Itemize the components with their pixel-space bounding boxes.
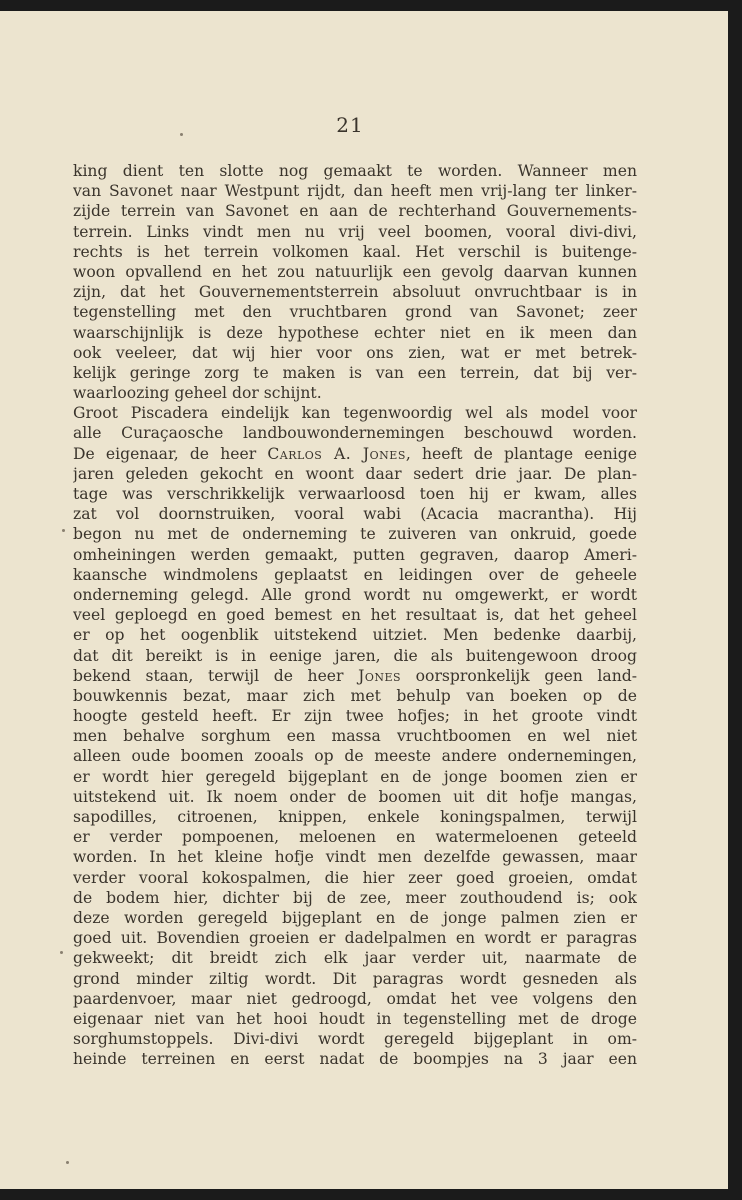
text-line: heinde terreinen en eerst nadat de boompjes na 3 jaar een xyxy=(73,1050,637,1069)
paper-speck xyxy=(60,951,63,954)
text-line: jaren geleden gekocht en woont daar sedert drie jaar. De plan- xyxy=(73,464,637,483)
text-line: kaansche windmolens geplaatst en leidingen over de geheele xyxy=(73,565,637,584)
text-line: onderneming gelegd. Alle grond wordt nu omgewerkt, er wordt xyxy=(73,585,637,604)
text-line: verder vooral kokospalmen, die hier zeer goed groeien, omdat xyxy=(73,868,637,887)
paper-speck xyxy=(66,1161,69,1164)
text-line: grond minder ziltig wordt. Dit paragras wordt gesneden als xyxy=(73,969,637,988)
text-line: ook veeleer, dat wij hier voor ons zien, wat er met betrek- xyxy=(73,343,637,362)
text-line: Groot Piscadera eindelijk kan tegenwoordig wel als model voor xyxy=(73,404,637,423)
person-name: Jones xyxy=(358,666,402,685)
text-line: deze worden geregeld bijgeplant en de jonge palmen zien er xyxy=(73,908,637,927)
text-line: alle Curaçaosche landbouwondernemingen beschouwd worden. xyxy=(73,424,637,443)
text-line: goed uit. Bovendien groeien er dadelpalmen en wordt er paragras xyxy=(73,929,637,948)
text-line: zat vol doornstruiken, vooral wabi (Acacia macrantha). Hij xyxy=(73,505,637,524)
text-line: woon opvallend en het zou natuurlijk een gevolg daarvan kunnen xyxy=(73,262,637,281)
text-line: veel geploegd en goed bemest en het resultaat is, dat het geheel xyxy=(73,606,637,625)
text-line: alleen oude boomen zooals op de meeste andere ondernemingen, xyxy=(73,747,637,766)
text-line: dat dit bereikt is in eenige jaren, die als buitengewoon droog xyxy=(73,646,637,665)
page-number: 21 xyxy=(336,113,364,137)
paper-speck xyxy=(62,529,65,532)
text-line: er wordt hier geregeld bijgeplant en de jonge boomen zien er xyxy=(73,767,637,786)
person-name: Carlos A. Jones xyxy=(267,444,406,463)
text-line: sapodilles, citroenen, knippen, enkele koningspalmen, terwijl xyxy=(73,808,637,826)
text-line: van Savonet naar Westpunt rijdt, dan heeft men vrij-lang ter linker- xyxy=(73,182,637,201)
text-line: er op het oogenblik uitstekend uitziet. Men bedenke daarbij, xyxy=(73,626,637,645)
text-line: terrein. Links vindt men nu vrij veel boomen, vooral divi-divi, xyxy=(73,222,637,241)
text-line: tage was verschrikkelijk verwaarloosd toen hij er kwam, alles xyxy=(73,485,637,503)
text-line: er verder pompoenen, meloenen en watermeloenen geteeld xyxy=(73,828,637,847)
text-line: zijde terrein van Savonet en aan de rechterhand Gouvernements- xyxy=(73,202,637,221)
text-line: waarschijnlijk is deze hypothese echter niet en ik meen dan xyxy=(73,323,637,342)
text-line: zijn, dat het Gouvernementsterrein absoluut onvruchtbaar is in xyxy=(73,283,637,302)
text-line: bekend staan, terwijl de heer Jones oorspronkelijk geen land- xyxy=(73,666,637,685)
text-line: kelijk geringe zorg te maken is van een terrein, dat bij ver- xyxy=(73,363,637,382)
text-line: paardenvoer, maar niet gedroogd, omdat het vee volgens den xyxy=(73,989,637,1008)
body-text xyxy=(73,161,637,1069)
text-line: de bodem hier, dichter bij de zee, meer zouthoudend is; ook xyxy=(73,888,637,907)
text-line: men behalve sorghum een massa vruchtboomen en wel niet xyxy=(73,727,637,746)
text-line: rechts is het terrein volkomen kaal. Het verschil is buitenge- xyxy=(73,242,637,261)
text-line: waarloozing geheel dor schijnt. xyxy=(73,384,322,403)
text-line: gekweekt; dit breidt zich elk jaar verder uit, naarmate de xyxy=(73,949,637,968)
text-line: king dient ten slotte nog gemaakt te worden. Wanneer men xyxy=(73,162,637,180)
text-line: hoogte gesteld heeft. Er zijn twee hofjes; in het groote vindt xyxy=(73,707,637,726)
text-line: uitstekend uit. Ik noem onder de boomen uit dit hofje mangas, xyxy=(73,787,637,806)
book-page xyxy=(0,11,728,1189)
text-line: tegenstelling met den vruchtbaren grond van Savonet; zeer xyxy=(73,303,637,322)
text-line: eigenaar niet van het hooi houdt in tegenstelling met de droge xyxy=(73,1009,637,1028)
text-line: bouwkennis bezat, maar zich met behulp van boeken op de xyxy=(73,686,637,705)
text-line: omheiningen werden gemaakt, putten gegraven, daarop Ameri- xyxy=(73,545,637,564)
text-line: sorghumstoppels. Divi-divi wordt geregeld bijgeplant in om- xyxy=(73,1030,637,1049)
text-line: De eigenaar, de heer Carlos A. Jones, heeft de plantage eenige xyxy=(73,444,637,463)
text-line: begon nu met de onderneming te zuiveren van onkruid, goede xyxy=(73,525,637,544)
text-line: worden. In het kleine hofje vindt men dezelfde gewassen, maar xyxy=(73,848,637,867)
paper-speck xyxy=(180,133,183,136)
